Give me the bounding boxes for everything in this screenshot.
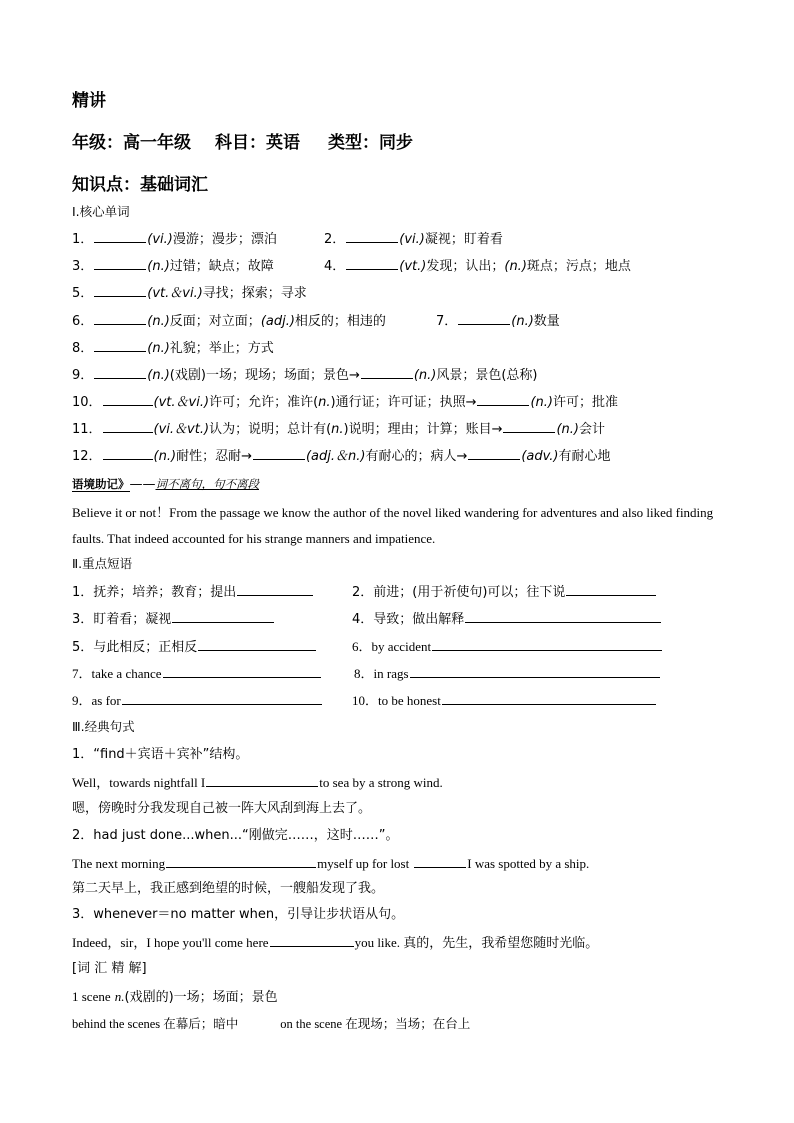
answer-blank[interactable] — [94, 311, 146, 325]
pattern-title: 1．“find＋宾语＋宾补”结构。 — [72, 747, 249, 762]
answer-blank[interactable] — [465, 609, 661, 623]
vocab-example: on the scene 在现场；当场；在台上 — [280, 1017, 471, 1031]
word-item: 5． (vt.＆vi.)寻找；探索；寻求 — [72, 283, 307, 303]
phrase-item: 5．与此相反；正相反 — [72, 637, 317, 657]
pattern-example: Well，towards nightfall I to sea by a strong wind. — [72, 775, 443, 790]
answer-blank[interactable] — [206, 773, 318, 787]
word-item: 4． (vt.)发现；认出；(n.)斑点；污点；地点 — [324, 256, 631, 276]
meta-line — [72, 128, 413, 153]
section3-title: Ⅲ.经典句式 — [72, 719, 135, 734]
phrase-item: 1．抚养；培养；教育；提出 — [72, 582, 314, 602]
phrase-item: 10．to be honest — [352, 691, 657, 710]
answer-blank[interactable] — [432, 637, 662, 651]
answer-blank[interactable] — [410, 664, 660, 678]
answer-blank[interactable] — [166, 854, 316, 868]
memo-passage: Believe it or not！From the passage we know the author of the novel liked wandering for adventures and also liked finding faults. That indeed accounted for his strange manners and impatience. — [72, 505, 714, 546]
phrase-item: 7．take a chance — [72, 664, 322, 683]
answer-blank[interactable] — [477, 392, 529, 406]
phrase-item: 3．盯着看；凝视 — [72, 609, 275, 629]
section4-title: [词 汇 精 解] — [72, 961, 147, 976]
subject-label: 科目：英语 — [215, 133, 300, 153]
answer-blank[interactable] — [566, 582, 656, 596]
pattern-title: 3．whenever＝no matter when，引导让步状语从句。 — [72, 907, 405, 922]
phrase-item: 4．导致；做出解释 — [352, 609, 662, 629]
pattern-example: The next morning myself up for lost I was spotted by a ship. — [72, 856, 590, 871]
word-item: 8． (n.)礼貌；举止；方式 — [72, 338, 274, 358]
vocab-entry: 1 scene n.(戏剧的)一场；场面；景色 — [72, 989, 278, 1005]
answer-blank[interactable] — [270, 933, 354, 947]
answer-blank[interactable] — [172, 609, 274, 623]
answer-blank[interactable] — [253, 446, 305, 460]
word-item: 1． (vi.)漫游；漫步；漂泊 — [72, 229, 277, 249]
word-item: 3． (n.)过错；缺点；故障 — [72, 256, 274, 276]
word-item: 12． (n.)耐性；忍耐→ (adj.＆n.)有耐心的；病人→ (adv.)有耐心地 — [72, 446, 611, 466]
phrase-item: 9．as for — [72, 691, 323, 710]
type-label: 类型：同步 — [328, 133, 413, 153]
answer-blank[interactable] — [346, 256, 398, 270]
answer-blank[interactable] — [163, 664, 321, 678]
word-item: 10． (vt.＆vi.)许可；允许；准许(n.)通行证；许可证；执照→ (n.)许可；批准 — [72, 392, 618, 412]
phrase-item: 6．by accident — [352, 637, 663, 656]
answer-blank[interactable] — [346, 229, 398, 243]
answer-blank[interactable] — [122, 691, 322, 705]
section2-title: Ⅱ.重点短语 — [72, 556, 133, 571]
section1-title: Ⅰ.核心单词 — [72, 204, 130, 219]
memo-dash: —— — [129, 477, 156, 492]
answer-blank[interactable] — [94, 229, 146, 243]
answer-blank[interactable] — [103, 419, 153, 433]
answer-blank[interactable] — [503, 419, 555, 433]
vocab-example: behind the scenes 在幕后；暗中 — [72, 1017, 239, 1031]
answer-blank[interactable] — [237, 582, 313, 596]
word-item: 7． (n.)数量 — [436, 311, 560, 331]
answer-blank[interactable] — [442, 691, 656, 705]
memo-line — [72, 475, 259, 494]
answer-blank[interactable] — [361, 365, 413, 379]
pattern-title: 2．had just done...when...“刚做完……，这时……”。 — [72, 828, 399, 843]
answer-blank[interactable] — [198, 637, 316, 651]
answer-blank[interactable] — [468, 446, 520, 460]
answer-blank[interactable] — [103, 446, 153, 460]
word-item: 9． (n.)(戏剧)一场；现场；场面；景色→ (n.)风景；景色(总称) — [72, 365, 538, 385]
pattern-translation: 第二天早上，我正感到绝望的时候，一艘船发现了我。 — [72, 881, 385, 896]
word-item: 2． (vi.)凝视；盯着看 — [324, 229, 503, 249]
answer-blank[interactable] — [94, 283, 146, 297]
topic-heading: 知识点：基础词汇 — [72, 175, 208, 195]
grade-label: 年级：高一年级 — [72, 133, 191, 153]
answer-blank[interactable] — [94, 256, 146, 270]
answer-blank[interactable] — [414, 854, 466, 868]
answer-blank[interactable] — [458, 311, 510, 325]
word-item: 11． (vi.＆vt.)认为；说明；总计有(n.)说明；理由；计算；账目→ (n.)会计 — [72, 419, 605, 439]
answer-blank[interactable] — [103, 392, 153, 406]
page-title: 精讲 — [72, 91, 106, 111]
memo-label: 语境助记》 — [72, 477, 130, 491]
pattern-translation: 嗯，傍晚时分我发现自己被一阵大风刮到海上去了。 — [72, 801, 372, 816]
phrase-item: 8．in rags — [354, 664, 661, 683]
vocab-examples — [72, 1015, 470, 1033]
memo-note: 词不离句，句不离段 — [155, 477, 259, 491]
answer-blank[interactable] — [94, 338, 146, 352]
word-item: 6． (n.)反面；对立面；(adj.)相反的；相违的 — [72, 311, 386, 331]
answer-blank[interactable] — [94, 365, 146, 379]
pattern-example: Indeed，sir，I hope you'll come here you like. 真的，先生，我希望您随时光临。 — [72, 935, 599, 950]
phrase-item: 2．前进；(用于祈使句)可以；往下说 — [352, 582, 657, 602]
